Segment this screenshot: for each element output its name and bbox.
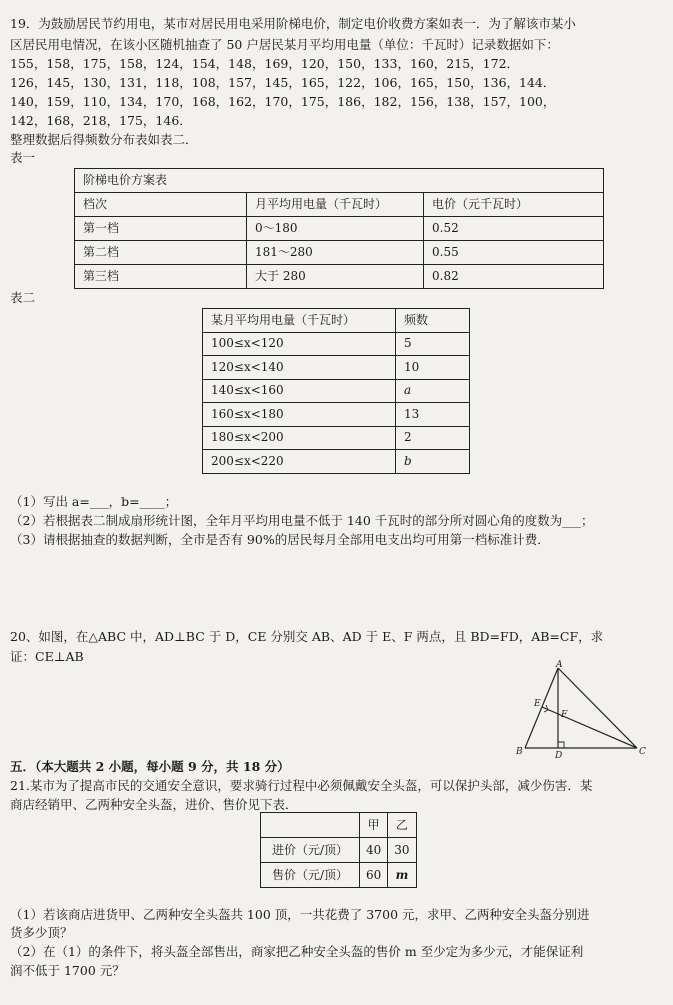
table-row (261, 863, 417, 888)
table-row (203, 332, 470, 356)
q19-after-data: 整理数据后得频数分布表如表二． (10, 132, 198, 147)
q20-line2: 证：CE⊥AB (10, 649, 84, 664)
table-header: 频数 (396, 309, 470, 333)
q19-sub2: （2）若根据表二制成扇形统计图，全年月平均用电量不低于 140 千瓦时的部分所对圆心角的度数为___； (10, 513, 594, 528)
table-header: 电价（元千瓦时） (424, 193, 604, 217)
segment-ce (542, 707, 637, 748)
table-cell: 0.52 (424, 217, 604, 241)
table-cell: 第一档 (75, 217, 247, 241)
triangle-figure (510, 660, 650, 760)
table-cell: m (388, 863, 416, 888)
table-header: 档次 (75, 193, 247, 217)
q19-line1: 19．为鼓励居民节约用电，某市对居民用电采用阶梯电价，制定电价收费方案如表一．为了解该市某小 (10, 16, 576, 31)
label-f: F (561, 710, 568, 720)
label-c: C (639, 747, 646, 757)
right-angle-mark-d (558, 742, 564, 748)
table-cell: 大于 280 (247, 265, 424, 289)
q19-sub1: （1）写出 a=___，b=____； (10, 494, 178, 509)
q19-data-row-4: 142，168，218，175，146． (10, 113, 192, 128)
label-a: A (556, 660, 563, 670)
table-row (203, 450, 470, 474)
table-header: 月平均用电量（千瓦时） (247, 193, 424, 217)
table-header: 某月平均用电量（千瓦时） (203, 309, 396, 333)
q19-data-row-3: 140，159，110，134，170，168，162，170，175，186，182，156，138，157，100， (10, 94, 556, 109)
table-cell: 2 (396, 426, 470, 450)
table-cell: 0.82 (424, 265, 604, 289)
label-d: D (555, 751, 563, 760)
table-header-row (261, 813, 417, 838)
table-cell: 13 (396, 403, 470, 427)
table-cell: 180≤x<200 (203, 426, 396, 450)
table-cell: 进价（元/顶） (261, 838, 360, 863)
table-cell: 5 (396, 332, 470, 356)
table-cell: 第二档 (75, 241, 247, 265)
q19-sub3: （3）请根据抽查的数据判断，全市是否有 90%的居民每月全部用电支出均可用第一档标准计费． (10, 532, 550, 547)
table-header: 乙 (388, 813, 416, 838)
table-header-row (203, 309, 470, 333)
table-cell: 181～280 (247, 241, 424, 265)
table-row (75, 169, 604, 193)
table-caption: 阶梯电价方案表 (75, 169, 604, 193)
table-cell: b (396, 450, 470, 474)
table-cell: 200≤x<220 (203, 450, 396, 474)
table-cell: a (396, 379, 470, 403)
q19-data-row-1: 155，158，175，158，124，154，148，169，120，150，133，160，215，172． (10, 56, 520, 71)
table-cell: 30 (388, 838, 416, 863)
table-cell: 10 (396, 356, 470, 380)
table-row (75, 241, 604, 265)
table-cell: 0.55 (424, 241, 604, 265)
q21-sub2-line1: （2）在（1）的条件下，将头盔全部售出，商家把乙种安全头盔的售价 m 至少定为多少元，才能保证利 (10, 944, 584, 959)
q21-line2: 商店经销甲、乙两种安全头盔，进价、售价见下表． (10, 797, 298, 812)
label-e: E (534, 699, 541, 709)
table-cell: 100≤x<120 (203, 332, 396, 356)
tiered-price-table (74, 168, 604, 289)
q19-data-row-2: 126，145，130，131，118，108，157，145，165，122，106，165，150，136，144． (10, 75, 556, 90)
segment-ac (558, 668, 637, 748)
q21-sub1-line2: 货多少顶？ (10, 925, 73, 940)
label-b: B (516, 747, 523, 757)
q20-line1: 20、如图，在△ABC 中，AD⊥BC 于 D，CE 分别交 AB、AD 于 E、F 两点，且 BD=FD，AB=CF，求 (10, 629, 604, 644)
table-row (261, 838, 417, 863)
table-cell: 160≤x<180 (203, 403, 396, 427)
table-cell: 40 (360, 838, 388, 863)
table-cell: 售价（元/顶） (261, 863, 360, 888)
table-cell: 140≤x<160 (203, 379, 396, 403)
section5-heading: 五．（本大题共 2 小题，每小题 9 分，共 18 分） (10, 759, 290, 774)
table-row (203, 403, 470, 427)
table-row (203, 426, 470, 450)
table1-label: 表一 (10, 150, 36, 165)
table-row (203, 379, 470, 403)
q21-sub1-line1: （1）若该商店进货甲、乙两种安全头盔共 100 顶，一共花费了 3700 元，求甲、乙两种安全头盔分别进 (10, 907, 590, 922)
table-row (75, 217, 604, 241)
table-header-row (75, 193, 604, 217)
helmet-price-table (260, 812, 417, 888)
table-row (203, 356, 470, 380)
table-cell: 60 (360, 863, 388, 888)
table-row (75, 265, 604, 289)
segment-ab (525, 668, 558, 748)
table-cell: 第三档 (75, 265, 247, 289)
table-cell: 120≤x<140 (203, 356, 396, 380)
table2-label: 表二 (10, 290, 36, 305)
q21-line1: 21.某市为了提高市民的交通安全意识，要求骑行过程中必须佩戴安全头盔，可以保护头部，减少伤害．某 (10, 778, 593, 793)
frequency-table (202, 308, 470, 474)
q19-line2: 区居民用电情况，在该小区随机抽查了 50 户居民某月平均用电量（单位：千瓦时）记录数据如下： (10, 37, 559, 52)
table-cell: 0～180 (247, 217, 424, 241)
q21-sub2-line2: 润不低于 1700 元？ (10, 963, 125, 978)
table-header: 甲 (360, 813, 388, 838)
table-header (261, 813, 360, 838)
